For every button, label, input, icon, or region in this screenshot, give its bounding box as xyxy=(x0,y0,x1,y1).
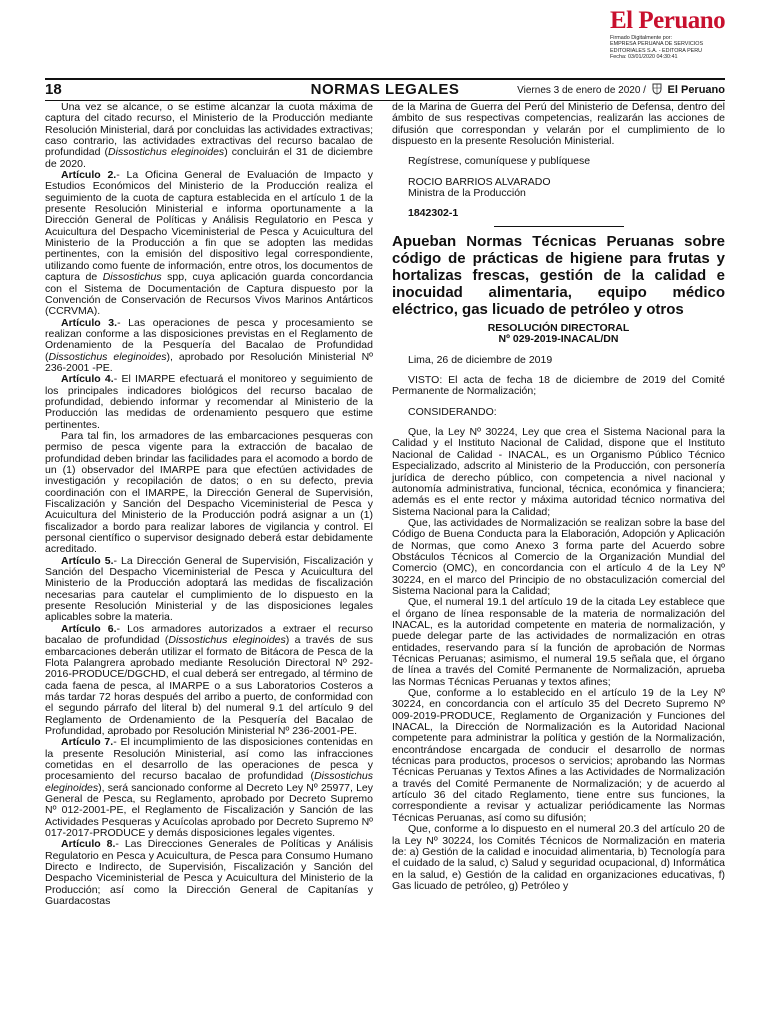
article-6: Artículo 6.- Los armadores autorizados a extraer el recurso bacalao de profundidad (Dissostichus eleginoides) a través de sus embarcaciones deberán utilizar el formato de Bitácora de Pesca de la Flota Palangrera aprobado mediante Resolución Directoral Nº 292-2016-PRODUCE/DGCHD, el cual deberá ser entregado, al término de cada faena de pesca, al IMARPE o a sus Laboratorios Costeros a más tardar 72 horas después del arribo a puerto, de conformidad con el segundo párrafo del literal b) del numeral 9.1 del artículo 9 del Reglamento de Ordenamiento de la Pesquería del Bacalao de Profundidad, aprobado por Resolución Ministerial Nº 236-2001-PE. xyxy=(45,622,374,737)
place-date: Lima, 26 de diciembre de 2019 xyxy=(408,353,553,366)
section-title: NORMAS LEGALES xyxy=(310,81,460,98)
resolution-title: RESOLUCIÓN DIRECTORAL xyxy=(487,321,630,334)
resolution-number: Nº 029-2019-INACAL/DN xyxy=(498,333,619,346)
paragraph: Una vez se alcance, o se estime alcanzar la cuota máxima de captura del citado recurso, el Ministerio de la Producción mediante Resolución Ministerial, dará por concluidas las actividades extractivas; caso contrario, las actividades extractivas del recurso bacalao de profundidad (Dissostichus eleginoides) concluirán el 31 de diciembre de 2020. xyxy=(45,101,373,170)
section-divider xyxy=(494,226,624,227)
signer-title: Ministra de la Producción xyxy=(408,187,526,200)
paragraph: Que, las actividades de Normalización se realizan sobre la base del Código de Buena Conducta para la Elaboración, Adopción y Aplicación de Normas, que como Anexo 3 forma parte del Acuerdo sobre Obstáculos Técnicos al Comercio de la Organización Mundial del Comercio (OMC), en concordancia con el artículo 4 de la Ley Nº 30224, en el marco del Principio de no obstaculización comercial del Sistema Nacional para la Calidad; xyxy=(392,516,725,597)
paragraph: Que, conforme a lo establecido en el artículo 19 de la Ley Nº 30224, en concordancia con el artículo 35 del Decreto Supremo Nº 009-2019-PRODUCE, Reglamento de Organización y Funciones del INACAL, la Dirección de Normalización es la Autoridad Nacional competente para administrar la política y gestión de la Normalización, encontrándose encargada de conducir el desarrollo de normas técnicas para productos, procesos o servicios; aprobando las Normas Técnicas Peruanas y Textos Afines a las Actividades de Normalización a través del Comité Permanente de Normalización; y de acuerdo al artículo 36 del citado Reglamento, tiene entre sus funciones, la correspondiente a revisar y actualizar periódicamente las Normas Técnicas Peruanas, así como su difusión; xyxy=(392,687,725,824)
paragraph: Que, el numeral 19.1 del artículo 19 de la citada Ley establece que el órgano de línea responsable de la materia de normalización del INACAL, es la autoridad competente en materia de normalización, y puede delegar parte de las actividades de normalización en otras entidades, reservando para sí la función de aprobación de Normas Técnicas Peruanas; asimismo, el numeral 19.5 señala que, el órgano de línea a través del Comité Permanente de Normalización, aprueba las Normas Técnicas Peruanas y textos afines; xyxy=(392,596,725,688)
article-label: Artículo 4. xyxy=(61,373,114,386)
digital-signature-stamp xyxy=(610,35,760,61)
header-brand: El Peruano xyxy=(667,84,725,96)
header-date: Viernes 3 de enero de 2020 / xyxy=(517,85,646,96)
paragraph: Que, la Ley Nº 30224, Ley que crea el Sistema Nacional para la Calidad y el Instituto Nacional de Calidad, dispone que el Instituto Nacional de Calidad - INACAL, es un Organismo Público Técnico Especializado, adscrito al Ministerio de la Producción, con personería jurídica de derecho público, con competencia a nivel nacional y autonomía administrativa, funcional, técnica, económica y financiera; además es el ente rector y máxima autoridad técnico normativa del Sistema Nacional para la Calidad; xyxy=(392,426,725,518)
right-column xyxy=(392,102,725,892)
coat-of-arms-icon xyxy=(651,83,663,95)
paragraph: Para tal fin, los armadores de las embarcaciones pesqueras con permiso de pesca vigente para la extracción de bacalao de profundidad deben brindar las facilidades para el acomodo a bordo de un (1) observador del IMARPE para que efectúen actividades de investigación y recopilación de datos; o en su defecto, previa coordinación con el IMARPE, la Dirección General de Supervisión, Fiscalización y Sanción del Despacho Viceministerial de Pesca y Acuicultura del Ministerio de la Producción podrá asignar a un (1) fiscalizador a bordo para realizar labores de vigilancia y control. El personal científico o supervisor designado deberá estar debidamente acreditado. xyxy=(45,429,373,556)
masthead xyxy=(610,8,760,61)
header-date-brand xyxy=(517,80,725,101)
article-label: Artículo 2. xyxy=(61,169,117,182)
stamp-line: Firmado Digitalmente por: xyxy=(610,35,673,41)
article-7: Artículo 7.- El incumplimiento de las disposiciones contenidas en la presente Resolución Ministerial, así como las infracciones cometidas en el desarrollo de las operaciones de pesca y procesamiento del recurso bacalao de profundidad (Dissostichus eleginoides), será sancionado conforme al Decreto Ley Nº 25977, Ley General de Pesca, su Reglamento, aprobado por Decreto Supremo Nº 012-2001-PE, el Reglamento de Fiscalización y Sanción de las Actividades Pesqueras y Acuícolas aprobado por Decreto Supremo Nº 017-2017-PRODUCE y demás disposiciones legales vigentes. xyxy=(45,736,373,839)
running-header xyxy=(45,78,725,101)
article-4: Artículo 4.- El IMARPE efectuará el monitoreo y seguimiento de los principales indicadores biológicos del recurso bacalao de profundidad, debiendo informar y recomendar al Ministerio de la Producción las medidas de ordenamiento pesquero que estime pertinentes. xyxy=(45,373,373,431)
headline: Apueban Normas Técnicas Peruanas sobre código de prácticas de higiene para frutas y hortalizas frescas, gestión de la calidad e inocuidad alimentaria, equipo médico eléctrico, gas licuado de petróleo y otros xyxy=(392,232,725,318)
closing-formula: Regístrese, comuníquese y publíquese xyxy=(408,155,591,168)
stamp-line: Fecha: 03/01/2020 04:30:41 xyxy=(610,54,678,61)
stamp-line: EDITORIALES S.A. - EDITORA PERU xyxy=(610,47,703,54)
signer-name: ROCIO BARRIOS ALVARADO xyxy=(408,175,551,188)
stamp-line: EMPRESA PERUANA DE SERVICIOS xyxy=(610,41,704,48)
el-peruano-logo: El Peruano xyxy=(610,7,726,34)
article-5: Artículo 5.- La Dirección General de Supervisión, Fiscalización y Sanción del Despacho Viceministerial de Pesca y Acuicultura del Ministerio de la Producción adoptará las medidas de fiscalización necesarias para cautelar el cumplimiento de lo dispuesto en la presente Resolución Ministerial y de las disposiciones legales aplicables sobre la materia. xyxy=(45,554,373,624)
page-number: 18 xyxy=(45,81,62,98)
article-label: Artículo 8. xyxy=(61,838,116,851)
considerando-heading: CONSIDERANDO: xyxy=(408,405,497,418)
article-2: Artículo 2.- La Oficina General de Evaluación de Impacto y Estudios Económicos del Ministerio de la Producción realiza el seguimiento de la cuota de captura establecida en el artículo 1 de la presente Resolución Ministerial e informa oportunamente a la Dirección General de Políticas y Análisis Regulatorio en Pesca y Acuicultura del Despacho Viceministerial de Pesca y Acuicultura del Ministerio de la Producción a fin que se adopten las medidas pertinentes, con la emisión del dispositivo legal correspondiente, utilizando como fuente de información, entre otros, los documentos de captura de Dissostichus spp, cuya aplicación guarda concordancia con el Sistema de Documentación de Captura dispuesto por la Convención de Conservación de Recursos Vivos Marinos Antárticos (CCRVMA). xyxy=(45,169,374,318)
article-label: Artículo 6. xyxy=(61,622,117,635)
left-column xyxy=(45,102,373,907)
publication-code: 1842302-1 xyxy=(408,207,459,220)
article-8: Artículo 8.- Las Direcciones Generales de Políticas y Análisis Regulatorio en Pesca y Acuicultura, de Pesca para Consumo Humano Directo e Indirecto, de Supervisión, Fiscalización y Sanción del Despacho Viceministerial de Pesca y Acuicultura del Ministerio de la Producción; así como la Dirección General de Capitanías y Guardacostas xyxy=(45,838,374,908)
paragraph: de la Marina de Guerra del Perú del Ministerio de Defensa, dentro del ámbito de sus respectivas competencias, realizarán las acciones de difusión que correspondan y velarán por el cumplimiento de lo dispuesto en la presente Resolución Ministerial. xyxy=(392,101,725,148)
article-label: Artículo 7. xyxy=(61,736,114,749)
visto-paragraph: VISTO: El acta de fecha 18 de diciembre de 2019 del Comité Permanente de Normalización; xyxy=(392,374,725,398)
paragraph: Que, conforme a lo dispuesto en el numeral 20.3 del artículo 20 de la Ley Nº 30224, los Comités Técnicos de Normalización en materia de: a) Gestión de la calidad e inocuidad alimentaria, b) Tecnología para el cuidado de la salud, c) Salud y seguridad ocupacional, d) Informática en la salud, e) Gestión de la calidad en organizaciones educativas, f) Gas licuado de petróleo, g) Petróleo y xyxy=(392,823,725,892)
article-label: Artículo 3. xyxy=(61,316,118,329)
article-label: Artículo 5. xyxy=(61,554,114,567)
article-3: Artículo 3.- Las operaciones de pesca y procesamiento se realizan conforme a las disposiciones previstas en el Reglamento de Ordenamiento de la Pesquería del Bacalao de Profundidad (Dissostichus eleginoides), aprobado por Resolución Ministerial Nº 236-2001 -PE. xyxy=(45,316,373,374)
